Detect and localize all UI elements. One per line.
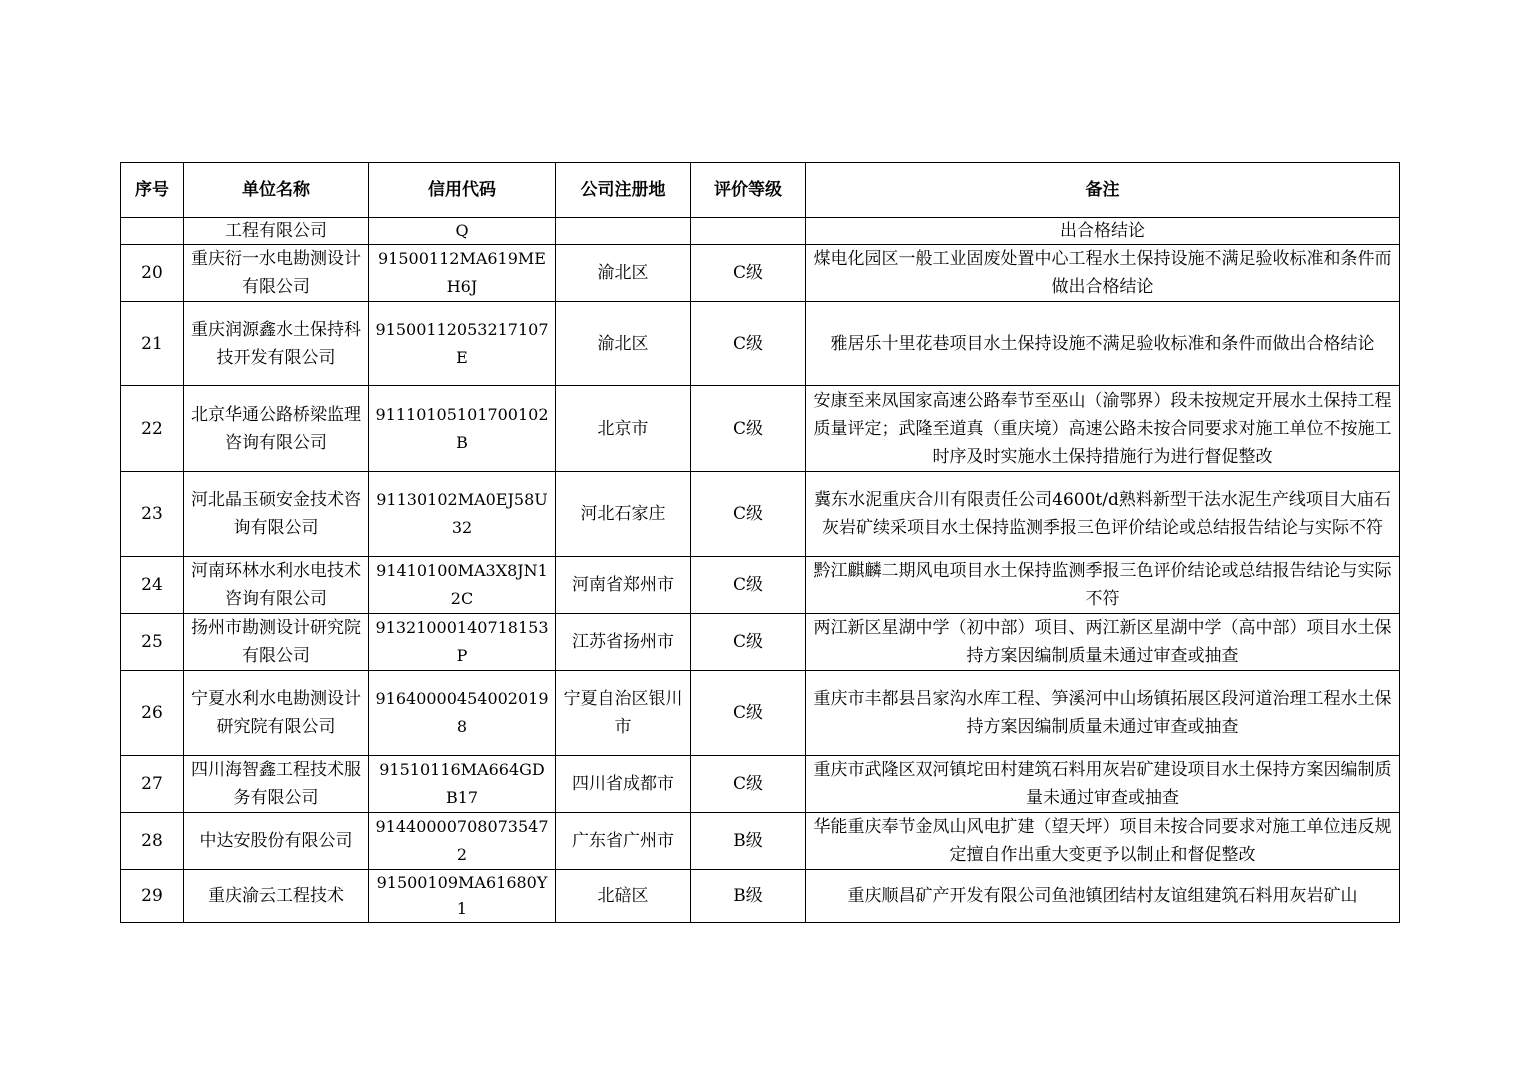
cell-place: 广东省广州市 [556, 813, 691, 870]
cell-no: 22 [121, 386, 184, 472]
cell-place: 江苏省扬州市 [556, 614, 691, 671]
cell-grade: C级 [691, 671, 806, 756]
cell-no: 20 [121, 245, 184, 302]
cell-grade [691, 218, 806, 245]
table-row [121, 302, 1400, 386]
cell-remark: 重庆市武隆区双河镇坨田村建筑石料用灰岩矿建设项目水土保持方案因编制质量未通过审查或抽查 [806, 756, 1400, 813]
cell-remark: 安康至来凤国家高速公路奉节至巫山（渝鄂界）段未按规定开展水土保持工程质量评定；武隆至道真（重庆境）高速公路未按合同要求对施工单位不按施工时序及时实施水土保持措施行为进行督促整改 [806, 386, 1400, 472]
cell-code: 91130102MA0EJ58U32 [369, 472, 556, 557]
table-row [121, 386, 1400, 472]
table-row [121, 245, 1400, 302]
cell-grade: C级 [691, 614, 806, 671]
table-row [121, 472, 1400, 557]
cell-name: 四川海智鑫工程技术服务有限公司 [184, 756, 369, 813]
cell-name: 中达安股份有限公司 [184, 813, 369, 870]
header-name: 单位名称 [184, 163, 369, 218]
cell-name: 河南环林水利水电技术咨询有限公司 [184, 557, 369, 614]
cell-no: 26 [121, 671, 184, 756]
cell-no [121, 218, 184, 245]
cell-no: 21 [121, 302, 184, 386]
cell-name: 河北晶玉硕安金技术咨询有限公司 [184, 472, 369, 557]
cell-no: 27 [121, 756, 184, 813]
cell-grade: C级 [691, 756, 806, 813]
table-row [121, 218, 1400, 245]
cell-code: 91321000140718153P [369, 614, 556, 671]
cell-place: 北京市 [556, 386, 691, 472]
table-row [121, 813, 1400, 870]
cell-place [556, 218, 691, 245]
cell-code: 91110105101700102B [369, 386, 556, 472]
cell-grade: C级 [691, 386, 806, 472]
table-row [121, 671, 1400, 756]
cell-grade: B级 [691, 870, 806, 923]
cell-code: 916400004540020198 [369, 671, 556, 756]
cell-grade: C级 [691, 302, 806, 386]
cell-name: 重庆润源鑫水土保持科技开发有限公司 [184, 302, 369, 386]
cell-name: 重庆衍一水电勘测设计有限公司 [184, 245, 369, 302]
cell-remark: 煤电化园区一般工业固废处置中心工程水土保持设施不满足验收标准和条件而做出合格结论 [806, 245, 1400, 302]
cell-remark: 两江新区星湖中学（初中部）项目、两江新区星湖中学（高中部）项目水土保持方案因编制质量未通过审查或抽查 [806, 614, 1400, 671]
cell-name: 扬州市勘测设计研究院有限公司 [184, 614, 369, 671]
cell-remark: 黔江麒麟二期风电项目水土保持监测季报三色评价结论或总结报告结论与实际不符 [806, 557, 1400, 614]
cell-place: 河南省郑州市 [556, 557, 691, 614]
cell-remark: 华能重庆奉节金凤山风电扩建（望天坪）项目未按合同要求对施工单位违反规定擅自作出重大变更予以制止和督促整改 [806, 813, 1400, 870]
cell-code: Q [369, 218, 556, 245]
header-remark: 备注 [806, 163, 1400, 218]
evaluation-table [120, 162, 1400, 923]
header-grade: 评价等级 [691, 163, 806, 218]
header-no: 序号 [121, 163, 184, 218]
cell-code: 91500112053217107E [369, 302, 556, 386]
cell-no: 25 [121, 614, 184, 671]
table-row [121, 557, 1400, 614]
cell-place: 宁夏自治区银川市 [556, 671, 691, 756]
cell-remark: 出合格结论 [806, 218, 1400, 245]
cell-remark: 冀东水泥重庆合川有限责任公司4600t/d熟料新型干法水泥生产线项目大庙石灰岩矿续采项目水土保持监测季报三色评价结论或总结报告结论与实际不符 [806, 472, 1400, 557]
table-row [121, 756, 1400, 813]
cell-no: 23 [121, 472, 184, 557]
cell-code: 91500112MA619MEH6J [369, 245, 556, 302]
cell-no: 24 [121, 557, 184, 614]
cell-code: 91410100MA3X8JN12C [369, 557, 556, 614]
cell-code: 91510116MA664GDB17 [369, 756, 556, 813]
cell-name: 重庆渝云工程技术 [184, 870, 369, 923]
cell-place: 四川省成都市 [556, 756, 691, 813]
header-code: 信用代码 [369, 163, 556, 218]
cell-name: 北京华通公路桥梁监理咨询有限公司 [184, 386, 369, 472]
cell-code: 914400007080735472 [369, 813, 556, 870]
table-row [121, 870, 1400, 923]
cell-name: 工程有限公司 [184, 218, 369, 245]
cell-no: 29 [121, 870, 184, 923]
header-row [121, 163, 1400, 218]
cell-place: 渝北区 [556, 302, 691, 386]
cell-no: 28 [121, 813, 184, 870]
cell-remark: 重庆市丰都县吕家沟水库工程、笋溪河中山场镇拓展区段河道治理工程水土保持方案因编制质量未通过审查或抽查 [806, 671, 1400, 756]
header-place: 公司注册地 [556, 163, 691, 218]
cell-grade: B级 [691, 813, 806, 870]
cell-place: 北碚区 [556, 870, 691, 923]
cell-remark: 雅居乐十里花巷项目水土保持设施不满足验收标准和条件而做出合格结论 [806, 302, 1400, 386]
cell-grade: C级 [691, 557, 806, 614]
cell-name: 宁夏水利水电勘测设计研究院有限公司 [184, 671, 369, 756]
cell-grade: C级 [691, 472, 806, 557]
cell-grade: C级 [691, 245, 806, 302]
cell-place: 渝北区 [556, 245, 691, 302]
cell-code: 91500109MA61680Y1 [369, 870, 556, 923]
cell-place: 河北石家庄 [556, 472, 691, 557]
cell-remark: 重庆顺昌矿产开发有限公司鱼池镇团结村友谊组建筑石料用灰岩矿山 [806, 870, 1400, 923]
table-row [121, 614, 1400, 671]
